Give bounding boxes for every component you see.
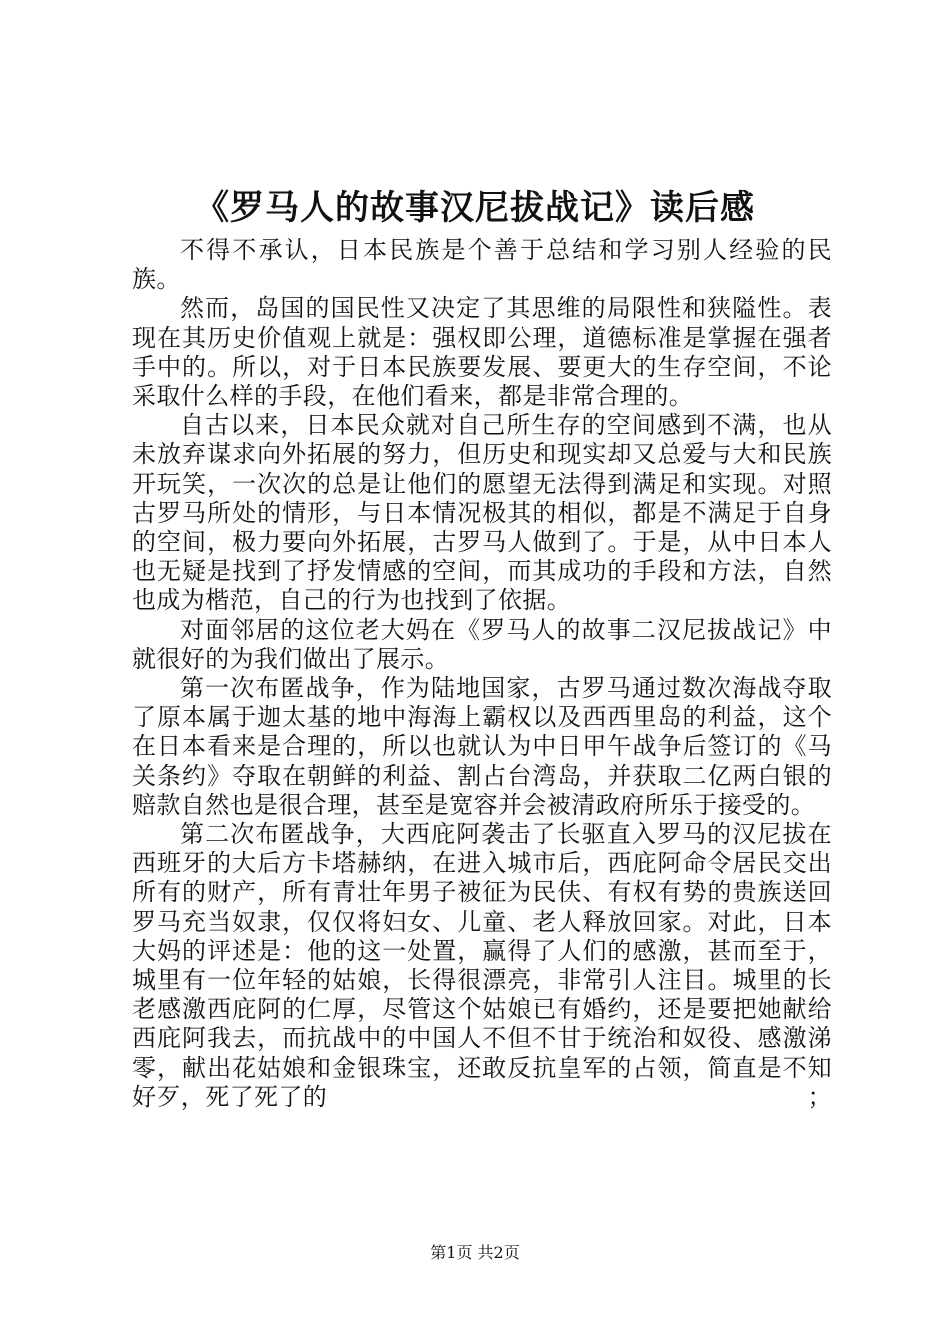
document-title: 《罗马人的故事汉尼拔战记》读后感 — [195, 188, 755, 228]
paragraph: 然而，岛国的国民性又决定了其思维的局限性和狭隘性。表现在其历史价值观上就是：强权即公理，道德标准是掌握在强者手中的。所以，对于日本民族要发展、要更大的生存空间，不论采取什么样的手段，在他们看来，都是非常合理的。 — [132, 294, 832, 411]
paragraph-last — [132, 820, 832, 1112]
paragraph: 不得不承认，日本民族是个善于总结和学习别人经验的民族。 — [132, 236, 832, 294]
paragraph-end-punctuation: ； — [807, 1082, 832, 1111]
document-body — [132, 236, 832, 1112]
paragraph-last-text: 第二次布匿战争，大西庇阿袭击了长驱直入罗马的汉尼拔在西班牙的大后方卡塔赫纳，在进入城市后，西庇阿命令居民交出所有的财产，所有青壮年男子被征为民伕、有权有势的贵族送回罗马充当奴隶，仅仅将妇女、儿童、老人释放回家。对此，日本大妈的评述是：他的这一处置，赢得了人们的感激，甚而至于，城里有一位年轻的姑娘，长得很漂亮，非常引人注目。城里的长老感激西庇阿的仁厚，尽管这个姑娘已有婚约，还是要把她献给西庇阿我去，而抗战中的中国人不但不甘于统治和奴役、感激涕零，献出花姑娘和金银珠宝，还敢反抗皇军的占领，简直是不知好歹，死了死了的 — [132, 820, 832, 1111]
page-footer: 第1页 共2页 — [430, 1243, 520, 1262]
paragraph: 第一次布匿战争，作为陆地国家，古罗马通过数次海战夺取了原本属于迦太基的地中海海上霸权以及西西里岛的利益，这个在日本看来是合理的，所以也就认为中日甲午战争后签订的《马关条约》夺取在朝鲜的利益、割占台湾岛，并获取二亿两白银的赔款自然也是很合理，甚至是宽容并会被清政府所乐于接受的。 — [132, 674, 832, 819]
paragraph: 自古以来，日本民众就对自己所生存的空间感到不满，也从未放弃谋求向外拓展的努力，但历史和现实却又总爱与大和民族开玩笑，一次次的总是让他们的愿望无法得到满足和实现。对照古罗马所处的情形，与日本情况极其的相似，都是不满足于自身的空间，极力要向外拓展，古罗马人做到了。于是，从中日本人也无疑是找到了抒发情感的空间，而其成功的手段和方法，自然也成为楷范，自己的行为也找到了依据。 — [132, 411, 832, 615]
paragraph: 对面邻居的这位老大妈在《罗马人的故事二汉尼拔战记》中就很好的为我们做出了展示。 — [132, 615, 832, 673]
